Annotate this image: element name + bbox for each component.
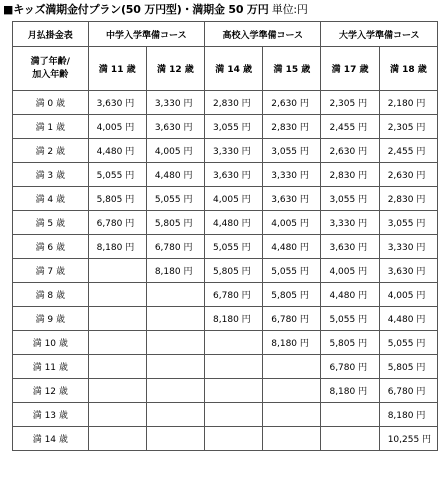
premium-cell: 5,055 円	[321, 307, 379, 331]
premium-cell: 6,780 円	[205, 283, 263, 307]
row-age-label: 満 9 歳	[13, 307, 89, 331]
premium-cell: 4,005 円	[321, 259, 379, 283]
premium-cell: 3,330 円	[205, 139, 263, 163]
table-row	[13, 259, 438, 283]
premium-cell	[88, 403, 146, 427]
subheader-age-11: 満 11 歳	[88, 47, 146, 91]
age-header-line2: 加入年齢	[32, 69, 69, 80]
premium-cell: 5,805 円	[321, 331, 379, 355]
premium-cell: 5,805 円	[88, 187, 146, 211]
table-row	[13, 115, 438, 139]
premium-cell: 6,780 円	[321, 355, 379, 379]
premium-cell: 6,780 円	[146, 235, 204, 259]
title-unit: 単位:円	[268, 3, 308, 16]
premium-cell: 3,330 円	[263, 163, 321, 187]
premium-cell	[263, 427, 321, 451]
table-row	[13, 427, 438, 451]
premium-cell: 2,455 円	[321, 115, 379, 139]
age-header-line1: 満了年齢/	[30, 56, 70, 67]
premium-cell: 2,180 円	[379, 91, 437, 115]
premium-cell: 5,805 円	[146, 211, 204, 235]
premium-cell: 3,630 円	[88, 91, 146, 115]
row-age-label: 満 13 歳	[13, 403, 89, 427]
premium-cell	[88, 259, 146, 283]
premium-cell: 5,055 円	[263, 259, 321, 283]
premium-cell: 6,780 円	[379, 379, 437, 403]
premium-cell	[146, 403, 204, 427]
premium-cell: 5,055 円	[146, 187, 204, 211]
row-age-label: 満 0 歳	[13, 91, 89, 115]
premium-cell: 3,630 円	[379, 259, 437, 283]
subheader-age-18: 満 18 歳	[379, 47, 437, 91]
subheader-age-14: 満 14 歳	[205, 47, 263, 91]
premium-cell: 8,180 円	[321, 379, 379, 403]
row-age-label: 満 4 歳	[13, 187, 89, 211]
premium-cell	[88, 331, 146, 355]
premium-cell: 4,480 円	[205, 211, 263, 235]
premium-cell: 5,055 円	[88, 163, 146, 187]
premium-cell	[205, 403, 263, 427]
premium-cell: 4,480 円	[263, 235, 321, 259]
group-header-high-school: 高校入学準備コース	[205, 22, 321, 47]
premium-cell	[146, 331, 204, 355]
premium-cell: 3,630 円	[263, 187, 321, 211]
table-row	[13, 355, 438, 379]
premium-cell: 3,330 円	[379, 235, 437, 259]
page-title	[3, 1, 308, 18]
premium-table	[12, 21, 438, 451]
premium-cell: 5,805 円	[263, 283, 321, 307]
premium-cell	[263, 403, 321, 427]
premium-cell: 8,180 円	[205, 307, 263, 331]
subheader-age-15: 満 15 歳	[263, 47, 321, 91]
premium-cell: 2,630 円	[263, 91, 321, 115]
group-header-junior-high: 中学入学準備コース	[88, 22, 204, 47]
premium-cell	[205, 355, 263, 379]
table-row	[13, 307, 438, 331]
premium-cell	[205, 379, 263, 403]
row-age-label: 満 12 歳	[13, 379, 89, 403]
title-main: ■キッズ満期金付プラン(50 万円型)・満期金 50 万円	[3, 3, 269, 16]
premium-cell: 3,630 円	[205, 163, 263, 187]
table-row	[13, 187, 438, 211]
premium-cell: 4,005 円	[205, 187, 263, 211]
row-age-label: 満 14 歳	[13, 427, 89, 451]
row-age-label: 満 3 歳	[13, 163, 89, 187]
premium-cell: 3,055 円	[321, 187, 379, 211]
premium-cell: 5,055 円	[205, 235, 263, 259]
premium-cell: 8,180 円	[263, 331, 321, 355]
premium-cell	[146, 379, 204, 403]
group-header-university: 大学入学準備コース	[321, 22, 438, 47]
subheader-age-12: 満 12 歳	[146, 47, 204, 91]
premium-cell: 2,830 円	[379, 187, 437, 211]
table-row	[13, 163, 438, 187]
premium-cell	[88, 379, 146, 403]
premium-cell	[321, 427, 379, 451]
premium-cell: 8,180 円	[379, 403, 437, 427]
row-age-label: 満 10 歳	[13, 331, 89, 355]
premium-cell: 3,330 円	[321, 211, 379, 235]
premium-cell: 3,630 円	[321, 235, 379, 259]
premium-cell: 5,055 円	[379, 331, 437, 355]
premium-cell: 4,480 円	[146, 163, 204, 187]
premium-cell: 3,055 円	[263, 139, 321, 163]
premium-cell: 5,805 円	[205, 259, 263, 283]
premium-cell	[263, 355, 321, 379]
premium-cell	[146, 283, 204, 307]
table-row	[13, 211, 438, 235]
premium-cell	[146, 427, 204, 451]
premium-cell: 2,830 円	[263, 115, 321, 139]
premium-cell: 8,180 円	[146, 259, 204, 283]
premium-cell: 4,480 円	[379, 307, 437, 331]
premium-cell: 4,480 円	[88, 139, 146, 163]
corner-label: 月払掛金表	[13, 22, 89, 47]
table-row	[13, 283, 438, 307]
subheader-age-17: 満 17 歳	[321, 47, 379, 91]
table-row	[13, 91, 438, 115]
premium-cell	[146, 355, 204, 379]
premium-cell	[205, 427, 263, 451]
premium-cell	[88, 283, 146, 307]
premium-cell	[88, 307, 146, 331]
table-row	[13, 379, 438, 403]
premium-cell: 10,255 円	[379, 427, 437, 451]
premium-cell: 8,180 円	[88, 235, 146, 259]
premium-cell: 2,630 円	[379, 163, 437, 187]
premium-cell: 6,780 円	[263, 307, 321, 331]
row-age-label: 満 8 歳	[13, 283, 89, 307]
premium-cell: 2,305 円	[321, 91, 379, 115]
age-header	[13, 47, 89, 91]
premium-cell: 4,005 円	[146, 139, 204, 163]
premium-cell: 3,630 円	[146, 115, 204, 139]
premium-cell: 4,005 円	[88, 115, 146, 139]
row-age-label: 満 5 歳	[13, 211, 89, 235]
table-row	[13, 139, 438, 163]
premium-cell: 3,055 円	[205, 115, 263, 139]
premium-cell	[205, 331, 263, 355]
row-age-label: 満 2 歳	[13, 139, 89, 163]
premium-cell: 5,805 円	[379, 355, 437, 379]
row-age-label: 満 11 歳	[13, 355, 89, 379]
table-header-row-groups	[13, 22, 438, 47]
premium-cell: 2,830 円	[321, 163, 379, 187]
premium-cell: 2,830 円	[205, 91, 263, 115]
premium-cell: 6,780 円	[88, 211, 146, 235]
premium-cell	[88, 355, 146, 379]
table-row	[13, 235, 438, 259]
premium-cell: 2,630 円	[321, 139, 379, 163]
table-row	[13, 403, 438, 427]
premium-cell: 3,055 円	[379, 211, 437, 235]
table-header-row-ages	[13, 47, 438, 91]
premium-cell	[88, 427, 146, 451]
row-age-label: 満 7 歳	[13, 259, 89, 283]
row-age-label: 満 6 歳	[13, 235, 89, 259]
table-row	[13, 331, 438, 355]
premium-cell: 4,005 円	[379, 283, 437, 307]
premium-cell: 4,005 円	[263, 211, 321, 235]
table-body	[13, 91, 438, 451]
premium-cell	[321, 403, 379, 427]
premium-cell	[263, 379, 321, 403]
premium-cell: 4,480 円	[321, 283, 379, 307]
premium-cell: 3,330 円	[146, 91, 204, 115]
premium-cell: 2,305 円	[379, 115, 437, 139]
row-age-label: 満 1 歳	[13, 115, 89, 139]
premium-cell: 2,455 円	[379, 139, 437, 163]
premium-cell	[146, 307, 204, 331]
